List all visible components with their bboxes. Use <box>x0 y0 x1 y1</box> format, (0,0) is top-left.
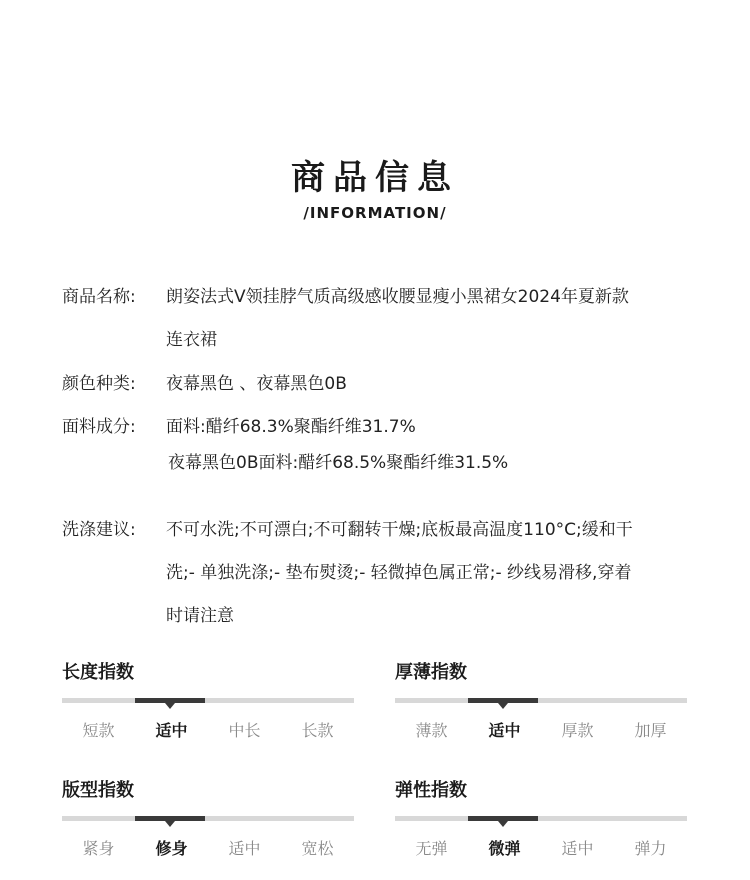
indicator-track <box>62 816 354 821</box>
indicator-title: 厚薄指数 <box>395 662 467 683</box>
indicator-option: 加厚 <box>634 721 667 740</box>
indicator-marker <box>468 698 538 703</box>
indicator-options <box>395 836 687 859</box>
indicator-option: 中长 <box>228 721 261 740</box>
section-subtitle: /INFORMATION/ <box>303 204 447 222</box>
indicator-marker <box>468 816 538 821</box>
info-row-color <box>62 369 702 395</box>
section-title: 商品信息 <box>291 158 459 198</box>
fabric-line: 夜幕黑色0B面料:醋纤68.5%聚酯纤维31.5% <box>168 453 509 473</box>
indicator-marker <box>135 698 205 703</box>
color-label: 颜色种类: <box>62 374 136 394</box>
indicator-option-selected: 适中 <box>155 721 188 740</box>
indicator-track <box>395 816 687 821</box>
indicator-option: 长款 <box>301 721 334 740</box>
indicator-option: 薄款 <box>415 721 448 740</box>
indicator-title: 版型指数 <box>62 780 134 801</box>
indicator-option-selected: 修身 <box>155 839 188 858</box>
marker-arrow-icon <box>498 703 508 709</box>
fabric-value <box>166 412 696 473</box>
indicator-option: 宽松 <box>301 839 334 858</box>
marker-arrow-icon <box>165 703 175 709</box>
indicator-option: 适中 <box>561 839 594 858</box>
indicator-track <box>395 698 687 703</box>
product-name-value <box>166 282 696 350</box>
info-row-fabric <box>62 412 702 472</box>
wash-value <box>166 515 696 626</box>
marker-arrow-icon <box>165 821 175 827</box>
indicator-length <box>62 658 354 740</box>
indicator-options <box>62 718 354 741</box>
color-line: 夜幕黑色 、夜幕黑色0B <box>166 374 347 394</box>
indicator-fit <box>62 776 354 858</box>
product-name-line: 朗姿法式V领挂脖气质高级感收腰显瘦小黑裙女2024年夏新款 <box>166 287 629 307</box>
indicator-options <box>62 836 354 859</box>
wash-line: 时请注意 <box>166 606 234 626</box>
indicator-option: 短款 <box>82 721 115 740</box>
product-name-label: 商品名称: <box>62 287 136 307</box>
wash-line: 不可水洗;不可漂白;不可翻转干燥;底板最高温度110°C;缓和干 <box>166 520 633 540</box>
product-name-line: 连衣裙 <box>166 330 217 350</box>
indicator-option: 适中 <box>228 839 261 858</box>
fabric-line: 面料:醋纤68.3%聚酯纤维31.7% <box>166 417 416 437</box>
color-value <box>166 369 696 394</box>
wash-line: 洗;- 单独洗涤;- 垫布熨烫;- 轻微掉色属正常;- 纱线易滑移,穿着 <box>166 563 632 583</box>
indicator-track <box>62 698 354 703</box>
indicator-marker <box>135 816 205 821</box>
indicator-thickness <box>395 658 687 740</box>
indicator-option: 无弹 <box>415 839 448 858</box>
indicator-elasticity <box>395 776 687 858</box>
info-row-product-name <box>62 282 702 352</box>
indicator-option-selected: 微弹 <box>488 839 521 858</box>
indicator-options <box>395 718 687 741</box>
indicator-title: 弹性指数 <box>395 780 467 801</box>
indicator-option: 厚款 <box>561 721 594 740</box>
fabric-label: 面料成分: <box>62 417 136 437</box>
wash-label: 洗涤建议: <box>62 520 136 540</box>
indicator-option-selected: 适中 <box>488 721 521 740</box>
info-row-wash <box>62 515 702 635</box>
indicator-title: 长度指数 <box>62 662 134 683</box>
indicator-option: 紧身 <box>82 839 115 858</box>
marker-arrow-icon <box>498 821 508 827</box>
indicator-option: 弹力 <box>634 839 667 858</box>
